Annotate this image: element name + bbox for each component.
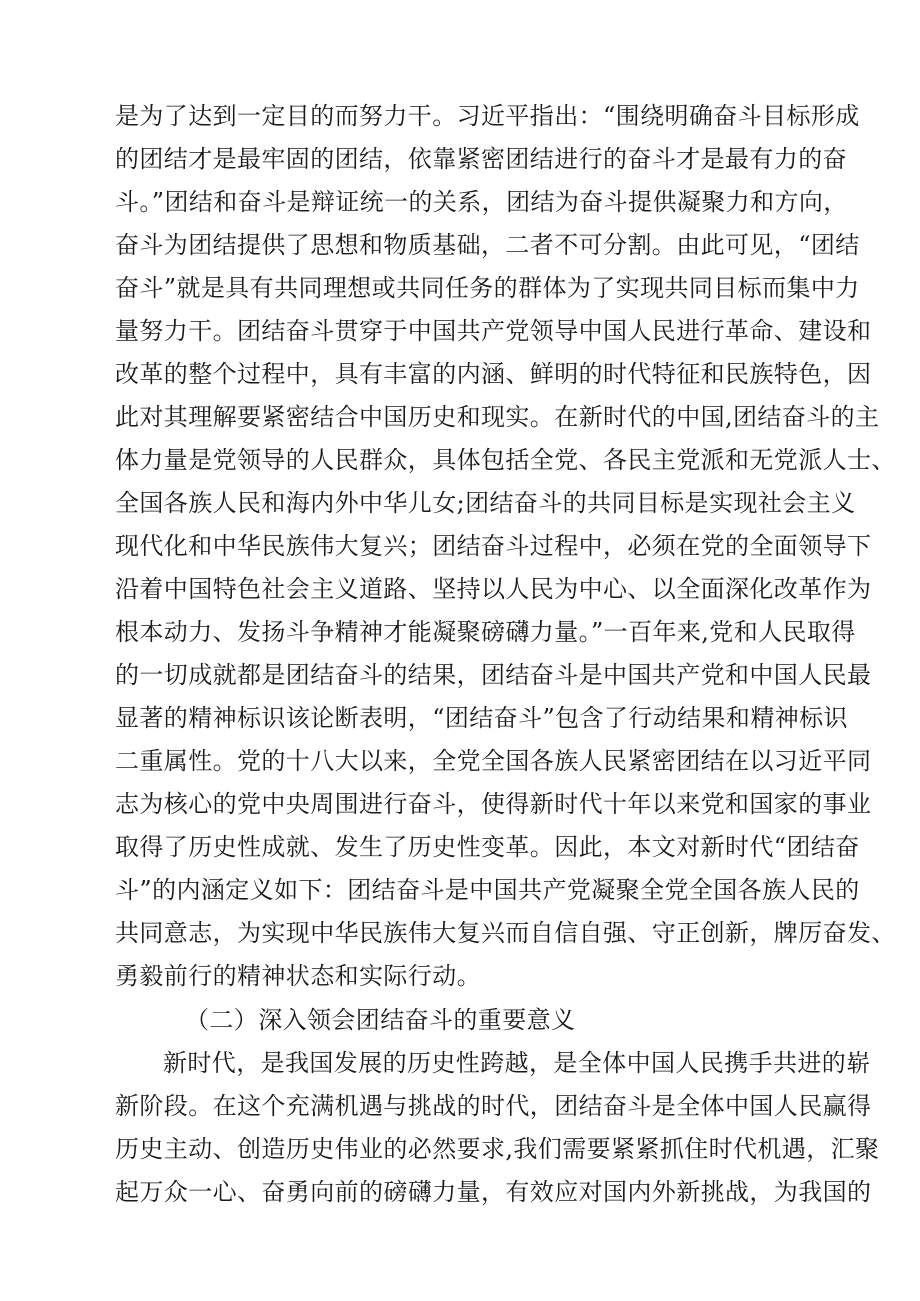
paragraph-line: 奋斗”就是具有共同理想或共同任务的群体为了实现共同目标而集中力 bbox=[115, 274, 860, 302]
paragraph-line: 改革的整个过程中，具有丰富的内涵、鲜明的时代特征和民族特色，因 bbox=[115, 360, 872, 388]
paragraph-line: 沿着中国特色社会主义道路、坚持以人民为中心、以全面深化改革作为 bbox=[115, 575, 872, 603]
paragraph-line: 量努力干。团结奋斗贯穿于中国共产党领导中国人民进行革命、建设和 bbox=[115, 317, 872, 345]
paragraph-line: 显著的精神标识该论断表明，“团结奋斗”包含了行动结果和精神标识 bbox=[115, 704, 848, 732]
paragraph-line: 新阶段。在这个充满机遇与挑战的时代，团结奋斗是全体中国人民赢得 bbox=[115, 1092, 872, 1120]
paragraph-line: 共同意志，为实现中华民族伟大复兴而自信自强、守正创新，牌厉奋发、 bbox=[115, 919, 896, 947]
paragraph-line: 的团结才是最牢固的团结，依靠紧密团结进行的奋斗才是最有力的奋 bbox=[115, 145, 847, 173]
paragraph-line: 斗”的内涵定义如下：团结奋斗是中国共产党凝聚全党全国各族人民的 bbox=[115, 876, 860, 904]
paragraph-line: 的一切成就都是团结奋斗的结果，团结奋斗是中国共产党和中国人民最 bbox=[115, 661, 872, 689]
paragraph-line: 奋斗为团结提供了思想和物质基础，二者不可分割。由此可见，“团结 bbox=[115, 231, 860, 259]
paragraph-line: 全国各族人民和海内外中华儿女;团结奋斗的共同目标是实现社会主义 bbox=[115, 489, 856, 517]
paragraph-line: 根本动力、发扬斗争精神才能凝聚磅礴力量。”一百年来,党和人民取得 bbox=[115, 618, 856, 646]
paragraph-line: 取得了历史性成就、发生了历史性变革。因此，本文对新时代“团结奋 bbox=[115, 833, 860, 861]
paragraph-line: 起万众一心、奋勇向前的磅礴力量，有效应对国内外新挑战，为我国的 bbox=[115, 1178, 872, 1206]
paragraph-line: 斗。”团结和奋斗是辩证统一的关系，团结为奋斗提供凝聚力和方向， bbox=[115, 188, 848, 216]
section-heading: （二）深入领会团结奋斗的重要意义 bbox=[185, 1006, 576, 1034]
paragraph-line: 此对其理解要紧密结合中国历史和现实。在新时代的中国,团结奋斗的主 bbox=[115, 403, 880, 431]
paragraph-line: 新时代，是我国发展的历史性跨越，是全体中国人民携手共进的崭 bbox=[163, 1049, 871, 1077]
paragraph-line: 勇毅前行的精神状态和实际行动。 bbox=[115, 962, 481, 990]
paragraph-line: 志为核心的党中央周围进行奋斗，使得新时代十年以来党和国家的事业 bbox=[115, 790, 872, 818]
paragraph-line: 体力量是党领导的人民群众，具体包括全党、各民主党派和无党派人士、 bbox=[115, 446, 896, 474]
paragraph-line: 历史主动、创造历史伟业的必然要求,我们需要紧紧抓住时代机遇，汇聚 bbox=[115, 1135, 880, 1163]
paragraph-line: 是为了达到一定目的而努力干。习近平指出：“围绕明确奋斗目标形成 bbox=[115, 102, 860, 130]
paragraph-line: 二重属性。党的十八大以来，全党全国各族人民紧密团结在以习近平同 bbox=[115, 747, 872, 775]
paragraph-line: 现代化和中华民族伟大复兴；团结奋斗过程中，必须在党的全面领导下 bbox=[115, 532, 872, 560]
